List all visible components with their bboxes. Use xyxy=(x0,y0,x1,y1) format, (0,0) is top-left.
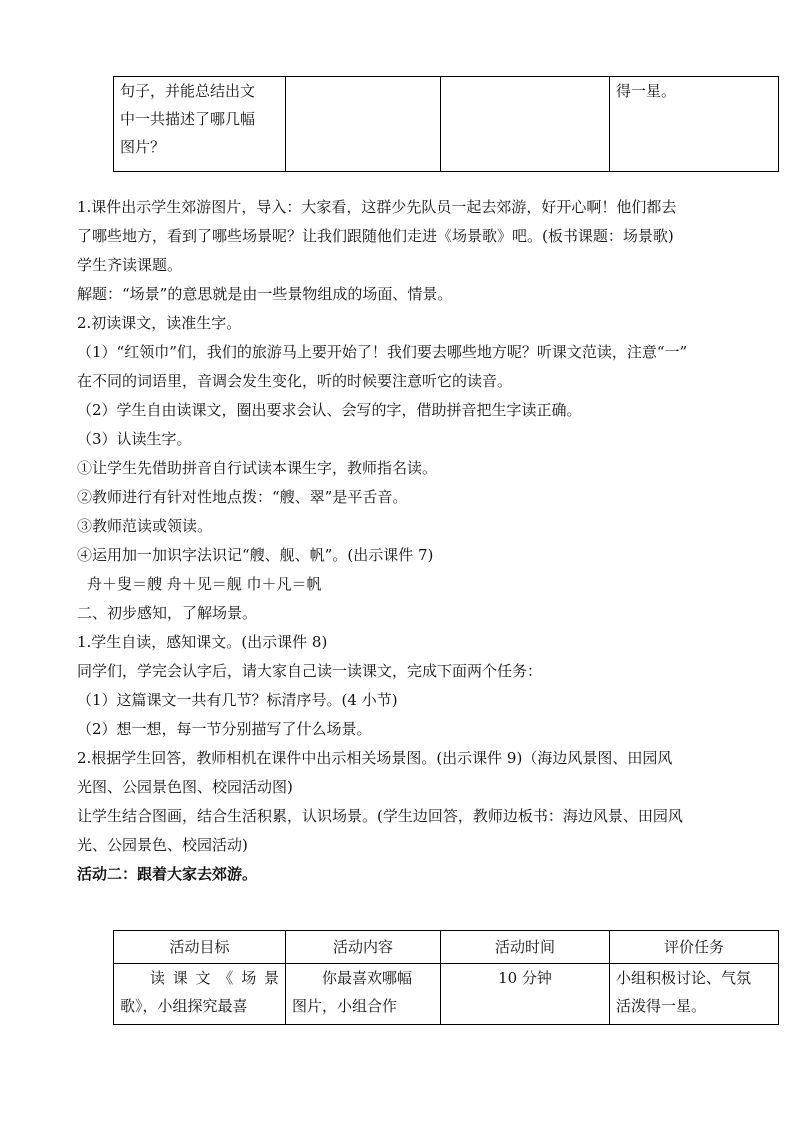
paragraph-line: 光、公园景色、校园活动) xyxy=(77,836,248,854)
paragraph-line: ③教师范读或领读。 xyxy=(77,517,213,535)
paragraph-line: （2）学生自由读课文，圈出要求会认、会写的字，借助拼音把生字读正确。 xyxy=(77,401,582,419)
cell-line: 小组积极讨论、气氛 xyxy=(616,969,752,987)
cell-line: 活泼得一星。 xyxy=(616,997,707,1015)
table-cell-time xyxy=(441,964,610,1025)
table-cell-content xyxy=(286,964,441,1025)
table-cell-evaluation xyxy=(610,964,779,1025)
table-cell-content xyxy=(286,77,441,172)
table-cell-evaluation: 得一星。 xyxy=(610,77,779,172)
paragraph-line: （1）“红领巾”们，我们的旅游马上要开始了！我们要去哪些地方呢？听课文范读，注意“一” xyxy=(77,343,688,361)
cell-line: 图片，小组合作 xyxy=(292,997,398,1015)
section-heading: 二、初步感知，了解场景。 xyxy=(77,604,258,622)
cell-line: 10 分钟 xyxy=(498,969,552,987)
section-step: 2.初读课文，读准生字。 xyxy=(77,314,242,332)
lesson-body xyxy=(77,193,737,889)
activity-table-continued xyxy=(113,76,779,172)
character-equations: 舟＋叟＝艘 舟＋见＝舰 巾＋凡＝帆 xyxy=(87,575,322,593)
paragraph-line: （2）想一想，每一节分别描写了什么场景。 xyxy=(77,720,372,738)
paragraph-line: ④运用加一加识字法识记“艘、舰、帆”。(出示课件 7) xyxy=(77,546,434,564)
section-step: 1.学生自读，感知课文。(出示课件 8) xyxy=(77,633,328,651)
paragraph-line: 同学们，学完会认字后，请大家自己读一读课文，完成下面两个任务： xyxy=(77,662,543,680)
paragraph-line: 2.根据学生回答，教师相机在课件中出示相关场景图。(出示课件 9)（海边风景图、田园风 xyxy=(77,749,673,767)
table-cell-goal xyxy=(114,964,286,1025)
paragraph-line: 解题：“场景”的意思就是由一些景物组成的场面、情景。 xyxy=(77,285,453,303)
activity-table xyxy=(113,930,779,1025)
paragraph-line: ①让学生先借助拼音自行试读本课生字，教师指名读。 xyxy=(77,459,438,477)
paragraph-line: 学生齐读课题。 xyxy=(77,256,183,274)
paragraph-line: 让学生结合图画，结合生活积累，认识场景。(学生边回答，教师边板书：海边风景、田园风 xyxy=(77,807,683,825)
cell-line: 读课文《场景 xyxy=(150,969,279,987)
paragraph-line: 了哪些地方，看到了哪些场景呢？让我们跟随他们走进《场景歌》吧。(板书课题：场景歌) xyxy=(77,227,674,245)
activity-heading: 活动二：跟着大家去郊游。 xyxy=(77,865,258,883)
paragraph-line: ②教师进行有针对性地点拨：“艘、翠”是平舌音。 xyxy=(77,488,408,506)
table-cell-time xyxy=(441,77,610,172)
paragraph-line: 1.课件出示学生郊游图片，导入：大家看，这群少先队员一起去郊游，好开心啊！他们都去 xyxy=(77,198,677,216)
header-time: 活动时间 xyxy=(441,931,610,964)
cell-line: 中一共描述了哪几幅 xyxy=(120,110,256,128)
table-cell-goal xyxy=(114,77,286,172)
paragraph-line: （3）认读生字。 xyxy=(77,430,192,448)
paragraph-line: 光图、公园景色图、校园活动图) xyxy=(77,778,293,796)
cell-line: 你最喜欢哪幅 xyxy=(322,969,413,987)
header-goal: 活动目标 xyxy=(114,931,286,964)
header-content: 活动内容 xyxy=(286,931,441,964)
cell-line: 歌》，小组探究最喜 xyxy=(120,997,248,1015)
cell-line: 句子，并能总结出文 xyxy=(120,82,256,100)
paragraph-line: 在不同的词语里，音调会发生变化，听的时候要注意听它的读音。 xyxy=(77,372,513,390)
header-evaluation: 评价任务 xyxy=(610,931,779,964)
cell-line: 图片？ xyxy=(120,138,166,156)
paragraph-line: （1）这篇课文一共有几节？标清序号。(4 小节) xyxy=(77,691,398,709)
